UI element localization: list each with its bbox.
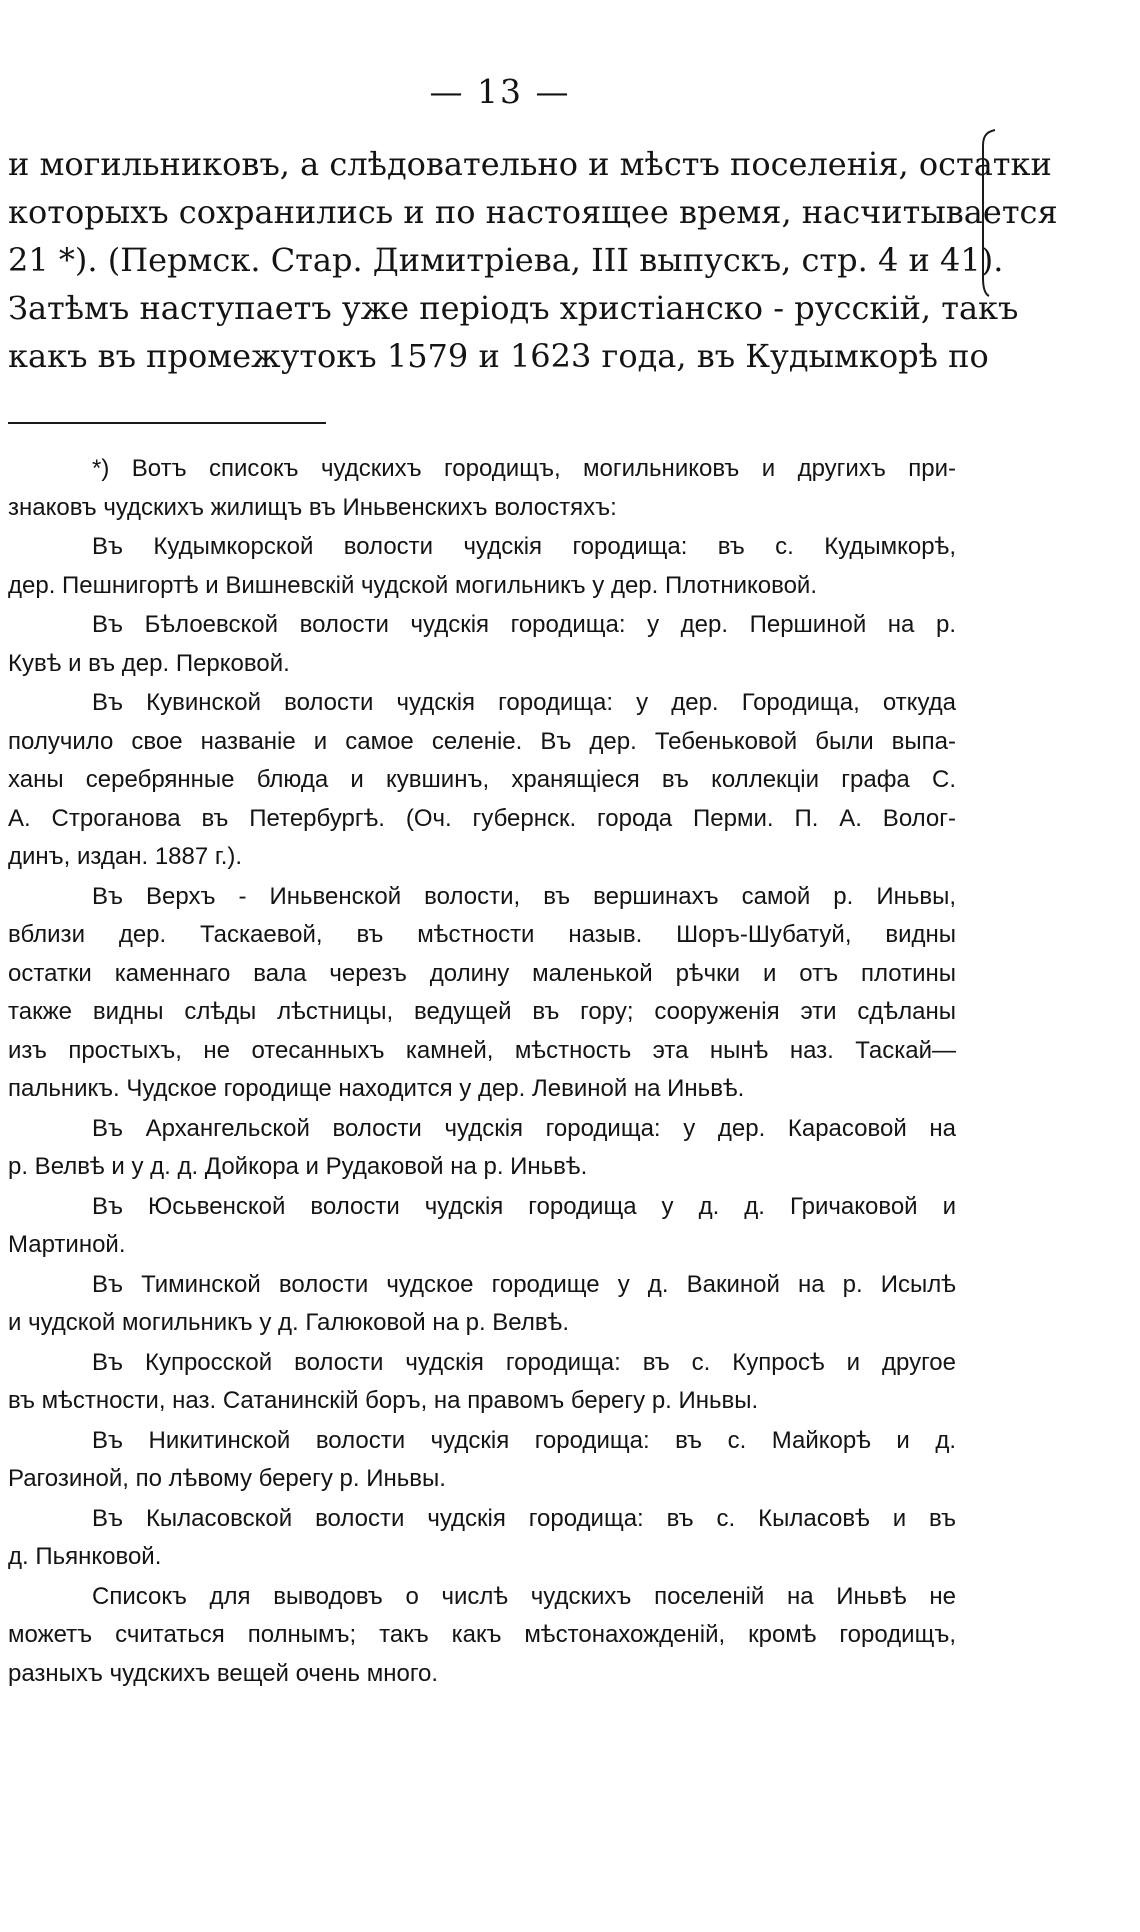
footnote-line: получило свое названіе и самое селеніе. Въ дер. Тебеньковой были выпа- bbox=[8, 727, 956, 755]
margin-bracket-mark bbox=[975, 128, 999, 298]
page-number: — 13 — bbox=[429, 72, 571, 111]
footnote-paragraph bbox=[8, 1110, 956, 1187]
main-text-block bbox=[8, 140, 1058, 380]
main-text-line: 21 *). (Пермск. Стар. Димитріева, III выпускъ, стр. 4 и 41). bbox=[8, 241, 1004, 279]
footnote-line: Въ Бѣлоевской волости чудскія городища: у дер. Першиной на р. bbox=[92, 611, 956, 638]
footnote-paragraph bbox=[8, 450, 956, 527]
footnote-line: Списокъ для выводовъ о числѣ чудскихъ поселеній на Иньвѣ не bbox=[92, 1582, 956, 1610]
footnote-line: остатки каменнаго вала черезъ долину маленькой рѣчки и отъ плотины bbox=[8, 959, 956, 987]
main-text-line: и могильниковъ, а слѣдовательно и мѣстъ поселенія, остатки bbox=[8, 145, 1052, 183]
footnote-line: также видны слѣды лѣстницы, ведущей въ гору; сооруженія эти сдѣланы bbox=[8, 998, 956, 1025]
footnote-line: Въ Кудымкорской волости чудскія городища: въ с. Кудымкорѣ, bbox=[92, 533, 956, 560]
footnote-line: Кувѣ и въ дер. Перковой. bbox=[8, 649, 290, 677]
footnote-line: и чудской могильникъ у д. Галюковой на р. Велвѣ. bbox=[8, 1309, 569, 1336]
footnote-line: Рагозиной, по лѣвому берегу р. Иньвы. bbox=[8, 1465, 446, 1492]
main-text-line: какъ въ промежутокъ 1579 и 1623 года, въ Кудымкорѣ по bbox=[8, 337, 989, 375]
main-text-line: Затѣмъ наступаетъ уже періодъ христіанско - русскій, такъ bbox=[8, 289, 1019, 327]
footnote-paragraph bbox=[8, 1188, 956, 1265]
footnote-paragraph bbox=[8, 528, 956, 605]
main-text-line: которыхъ сохранились и по настоящее время, насчитывается bbox=[8, 193, 1058, 231]
footnote-paragraph bbox=[8, 1344, 956, 1421]
footnote-line: Въ Никитинской волости чудскія городища: въ с. Майкорѣ и д. bbox=[92, 1426, 956, 1454]
footnote-line: Въ Юсьвенской волости чудскія городища у д. д. Гричаковой и bbox=[92, 1192, 956, 1220]
footnote-line: Въ Верхъ - Иньвенской волости, въ вершинахъ самой р. Иньвы, bbox=[92, 882, 956, 910]
footnote-line: Въ Архангельской волости чудскія городища: у дер. Карасовой на bbox=[92, 1114, 956, 1142]
footnote-line: Въ Кувинской волости чудскія городища: у дер. Городища, откуда bbox=[92, 689, 956, 716]
footnote-separator bbox=[8, 422, 326, 424]
footnote-line: дер. Пешнигортѣ и Вишневскій чудской могильникъ у дер. Плотниковой. bbox=[8, 571, 818, 599]
footnote-line: р. Велвѣ и у д. д. Дойкора и Рудаковой на р. Иньвѣ. bbox=[8, 1153, 588, 1180]
footnote-line: д. Пьянковой. bbox=[8, 1543, 162, 1570]
footnote-line: вблизи дер. Таскаевой, въ мѣстности назыв. Шоръ-Шубатуй, видны bbox=[8, 921, 956, 948]
footnote-line: пальникъ. Чудское городище находится у дер. Левиной на Иньвѣ. bbox=[8, 1075, 745, 1102]
footnote-paragraph bbox=[8, 606, 956, 683]
footnote-line: можетъ считаться полнымъ; такъ какъ мѣстонахожденій, кромѣ городищъ, bbox=[8, 1621, 956, 1648]
footnote-line: Въ Купросской волости чудскія городища: въ с. Купросѣ и другое bbox=[92, 1348, 956, 1376]
footnote-line: А. Строганова въ Петербургѣ. (Оч. губернск. города Перми. П. А. Волог- bbox=[8, 804, 956, 832]
footnote-paragraph bbox=[8, 684, 956, 877]
footnote-line: знаковъ чудскихъ жилищъ въ Иньвенскихъ волостяхъ: bbox=[8, 493, 617, 521]
footnote-paragraph bbox=[8, 1266, 956, 1343]
footnote-line: Мартиной. bbox=[8, 1231, 126, 1258]
footnote-block bbox=[8, 450, 956, 1694]
footnote-line: динъ, издан. 1887 г.). bbox=[8, 843, 243, 870]
footnote-line: Въ Тиминской волости чудское городище у д. Вакиной на р. Исылѣ bbox=[92, 1270, 956, 1298]
footnote-line: въ мѣстности, наз. Сатанинскій боръ, на правомъ берегу р. Иньвы. bbox=[8, 1387, 759, 1414]
footnote-paragraph bbox=[8, 1578, 956, 1694]
footnote-line: ханы серебрянные блюда и кувшинъ, хранящіеся въ коллекціи графа С. bbox=[8, 766, 956, 793]
footnote-paragraph bbox=[8, 1500, 956, 1577]
footnote-paragraph bbox=[8, 1422, 956, 1499]
footnote-line: разныхъ чудскихъ вещей очень много. bbox=[8, 1659, 439, 1687]
footnote-line: *) Вотъ списокъ чудскихъ городищъ, могильниковъ и другихъ при- bbox=[92, 455, 956, 482]
footnote-line: изъ простыхъ, не отесанныхъ камней, мѣстность эта нынѣ наз. Таскай— bbox=[8, 1036, 956, 1064]
footnote-paragraph bbox=[8, 878, 956, 1109]
footnote-line: Въ Кыласовской волости чудскія городища: въ с. Кыласовѣ и въ bbox=[92, 1504, 956, 1532]
